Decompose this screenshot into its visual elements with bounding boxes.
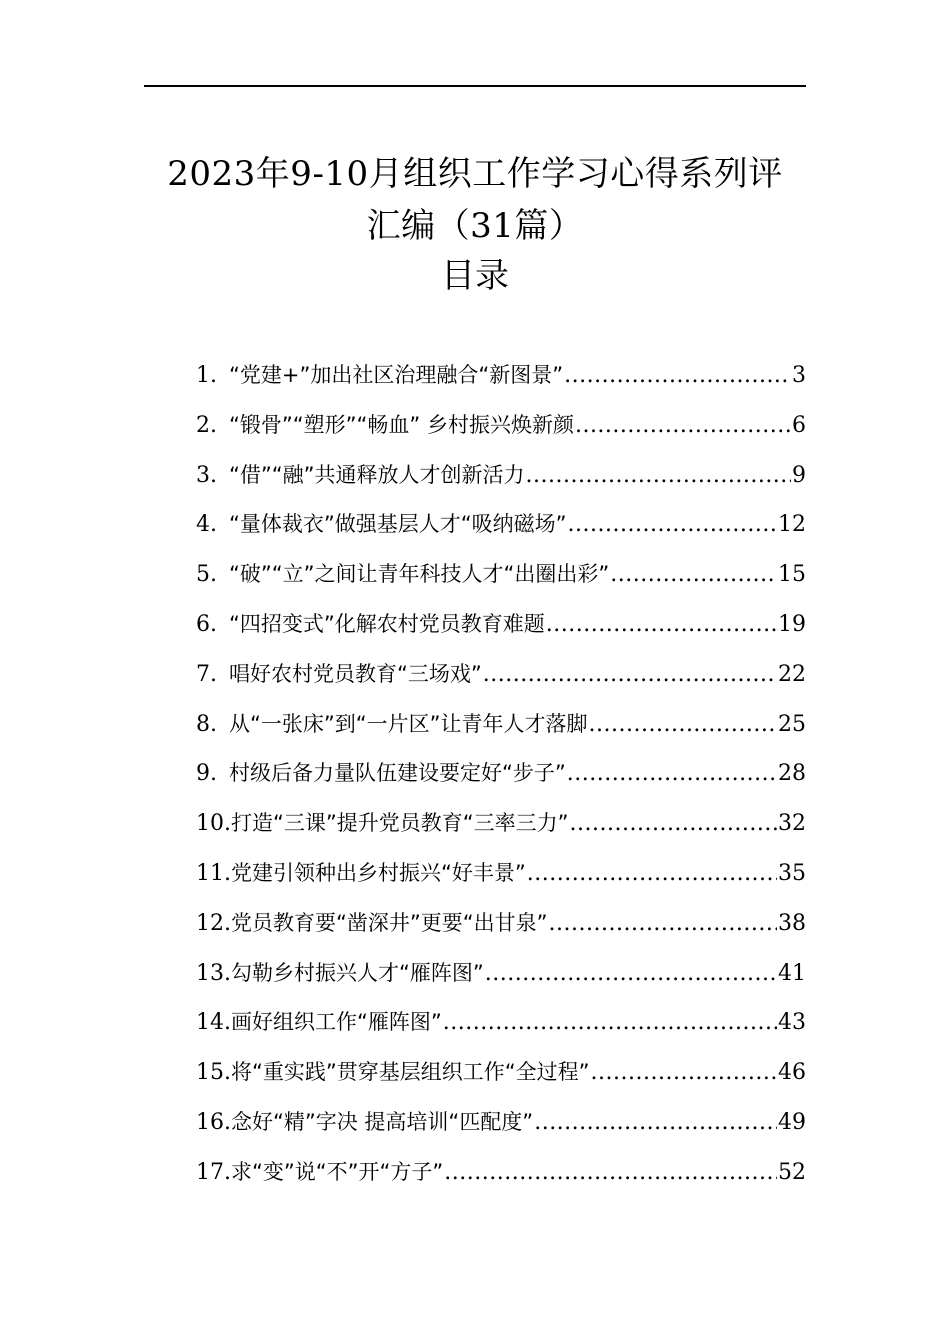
toc-entry[interactable] bbox=[196, 604, 806, 654]
toc-entry-page[interactable]: 12 bbox=[778, 512, 806, 538]
toc-entry-number: 4. bbox=[196, 512, 217, 538]
toc-dot-leader bbox=[485, 954, 777, 994]
toc-entry-number: 12. bbox=[196, 910, 231, 936]
toc-entry-page[interactable]: 38 bbox=[778, 910, 806, 936]
toc-dot-leader bbox=[575, 406, 791, 446]
toc-entry[interactable] bbox=[196, 853, 806, 903]
toc-entry-page[interactable]: 22 bbox=[778, 661, 806, 687]
toc-entry-title[interactable]: “破”“立”之间让青年科技人才“出圈出彩” bbox=[229, 562, 610, 587]
toc-entry-number: 14. bbox=[196, 1010, 231, 1036]
toc-entry[interactable] bbox=[196, 654, 806, 704]
toc-entry-page[interactable]: 6 bbox=[792, 412, 806, 438]
toc-entry[interactable] bbox=[196, 355, 806, 405]
document-title bbox=[0, 148, 950, 252]
toc-entry-title[interactable]: 从“一张床”到“一片区”让青年人才落脚 bbox=[229, 711, 588, 736]
toc-entry-number: 9. bbox=[196, 761, 217, 787]
toc-entry[interactable] bbox=[196, 1152, 806, 1202]
toc-entry-page[interactable]: 3 bbox=[792, 363, 806, 388]
table-of-contents bbox=[196, 355, 806, 1202]
toc-entry-page[interactable]: 46 bbox=[778, 1060, 806, 1086]
toc-dot-leader bbox=[483, 655, 777, 695]
toc-entry-number: 6. bbox=[196, 611, 217, 637]
toc-entry[interactable] bbox=[196, 953, 806, 1003]
toc-dot-leader bbox=[443, 1003, 777, 1043]
toc-dot-leader bbox=[549, 904, 777, 944]
toc-entry-number: 15. bbox=[196, 1060, 231, 1086]
header-rule bbox=[144, 85, 806, 87]
toc-entry-page[interactable]: 43 bbox=[778, 1010, 806, 1036]
toc-entry-page[interactable]: 15 bbox=[778, 562, 806, 588]
toc-entry-number: 17. bbox=[196, 1159, 231, 1185]
toc-entry[interactable] bbox=[196, 554, 806, 604]
toc-dot-leader bbox=[610, 555, 777, 595]
toc-dot-leader bbox=[589, 705, 777, 745]
toc-entry-title[interactable]: “量体裁衣”做强基层人才“吸纳磁场” bbox=[229, 512, 567, 537]
toc-entry-title[interactable]: “党建+”加出社区治理融合“新图景” bbox=[229, 363, 564, 387]
toc-entry[interactable] bbox=[196, 1052, 806, 1102]
toc-entry-title[interactable]: “四招变式”化解农村党员教育难题 bbox=[229, 611, 545, 636]
toc-entry-page[interactable]: 9 bbox=[792, 462, 806, 488]
toc-entry-number: 2. bbox=[196, 412, 217, 438]
toc-entry-number: 8. bbox=[196, 711, 217, 737]
toc-entry-title[interactable]: 党员教育要“凿深井”更要“出甘泉” bbox=[231, 910, 548, 935]
toc-entry-title[interactable]: 党建引领种出乡村振兴“好丰景” bbox=[231, 860, 526, 885]
toc-entry-number: 7. bbox=[196, 661, 217, 687]
toc-entry[interactable] bbox=[196, 504, 806, 554]
toc-entry-title[interactable]: 画好组织工作“雁阵图” bbox=[231, 1010, 442, 1035]
toc-entry-page[interactable]: 35 bbox=[778, 860, 806, 886]
toc-dot-leader bbox=[546, 605, 777, 645]
toc-entry-title[interactable]: 村级后备力量队伍建设要定好“步子” bbox=[229, 761, 566, 786]
toc-entry[interactable] bbox=[196, 455, 806, 505]
toc-entry[interactable] bbox=[196, 704, 806, 754]
toc-entry-number: 10. bbox=[196, 811, 231, 837]
toc-entry[interactable] bbox=[196, 405, 806, 455]
toc-entry-title[interactable]: 念好“精”字决 提高培训“匹配度” bbox=[231, 1109, 534, 1134]
toc-dot-leader bbox=[591, 1053, 777, 1093]
toc-entry-page[interactable]: 49 bbox=[778, 1109, 806, 1135]
title-line-1: 2023年9-10月组织工作学习心得系列评 bbox=[167, 154, 783, 194]
toc-entry-number: 3. bbox=[196, 462, 217, 488]
toc-entry-number: 13. bbox=[196, 960, 231, 986]
title-line-2: 汇编（31篇） bbox=[366, 206, 584, 246]
toc-dot-leader bbox=[564, 356, 791, 396]
toc-dot-leader bbox=[568, 505, 777, 545]
toc-entry-title[interactable]: “锻骨”“塑形”“畅血” 乡村振兴焕新颜 bbox=[229, 412, 574, 437]
toc-entry[interactable] bbox=[196, 1102, 806, 1152]
toc-entry-number: 5. bbox=[196, 562, 217, 588]
toc-dot-leader bbox=[570, 804, 777, 844]
toc-entry-page[interactable]: 28 bbox=[778, 761, 806, 787]
toc-entry-number: 1. bbox=[196, 363, 217, 388]
toc-entry-page[interactable]: 19 bbox=[778, 611, 806, 637]
toc-entry-title[interactable]: 将“重实践”贯穿基层组织工作“全过程” bbox=[231, 1060, 590, 1085]
toc-entry-title[interactable]: “借”“融”共通释放人才创新活力 bbox=[229, 462, 525, 487]
toc-dot-leader bbox=[444, 1153, 777, 1193]
toc-entry-title[interactable]: 勾勒乡村振兴人才“雁阵图” bbox=[231, 960, 484, 985]
toc-dot-leader bbox=[567, 754, 777, 794]
toc-entry-title[interactable]: 打造“三课”提升党员教育“三率三力” bbox=[231, 811, 569, 836]
toc-entry-page[interactable]: 32 bbox=[778, 811, 806, 837]
toc-entry[interactable] bbox=[196, 903, 806, 953]
toc-entry-page[interactable]: 25 bbox=[778, 711, 806, 737]
toc-entry[interactable] bbox=[196, 803, 806, 853]
toc-entry-page[interactable]: 52 bbox=[778, 1159, 806, 1185]
toc-heading: 目录 bbox=[441, 256, 509, 296]
toc-entry-number: 16. bbox=[196, 1109, 231, 1135]
toc-entry-title[interactable]: 唱好农村党员教育“三场戏” bbox=[229, 661, 482, 686]
toc-entry[interactable] bbox=[196, 753, 806, 803]
toc-dot-leader bbox=[534, 1103, 777, 1143]
toc-dot-leader bbox=[526, 456, 791, 496]
toc-entry-number: 11. bbox=[196, 860, 231, 886]
toc-entry[interactable] bbox=[196, 1002, 806, 1052]
toc-entry-title[interactable]: 求“变”说“不”开“方子” bbox=[231, 1159, 444, 1184]
toc-entry-page[interactable]: 41 bbox=[778, 960, 806, 986]
toc-dot-leader bbox=[527, 854, 777, 894]
